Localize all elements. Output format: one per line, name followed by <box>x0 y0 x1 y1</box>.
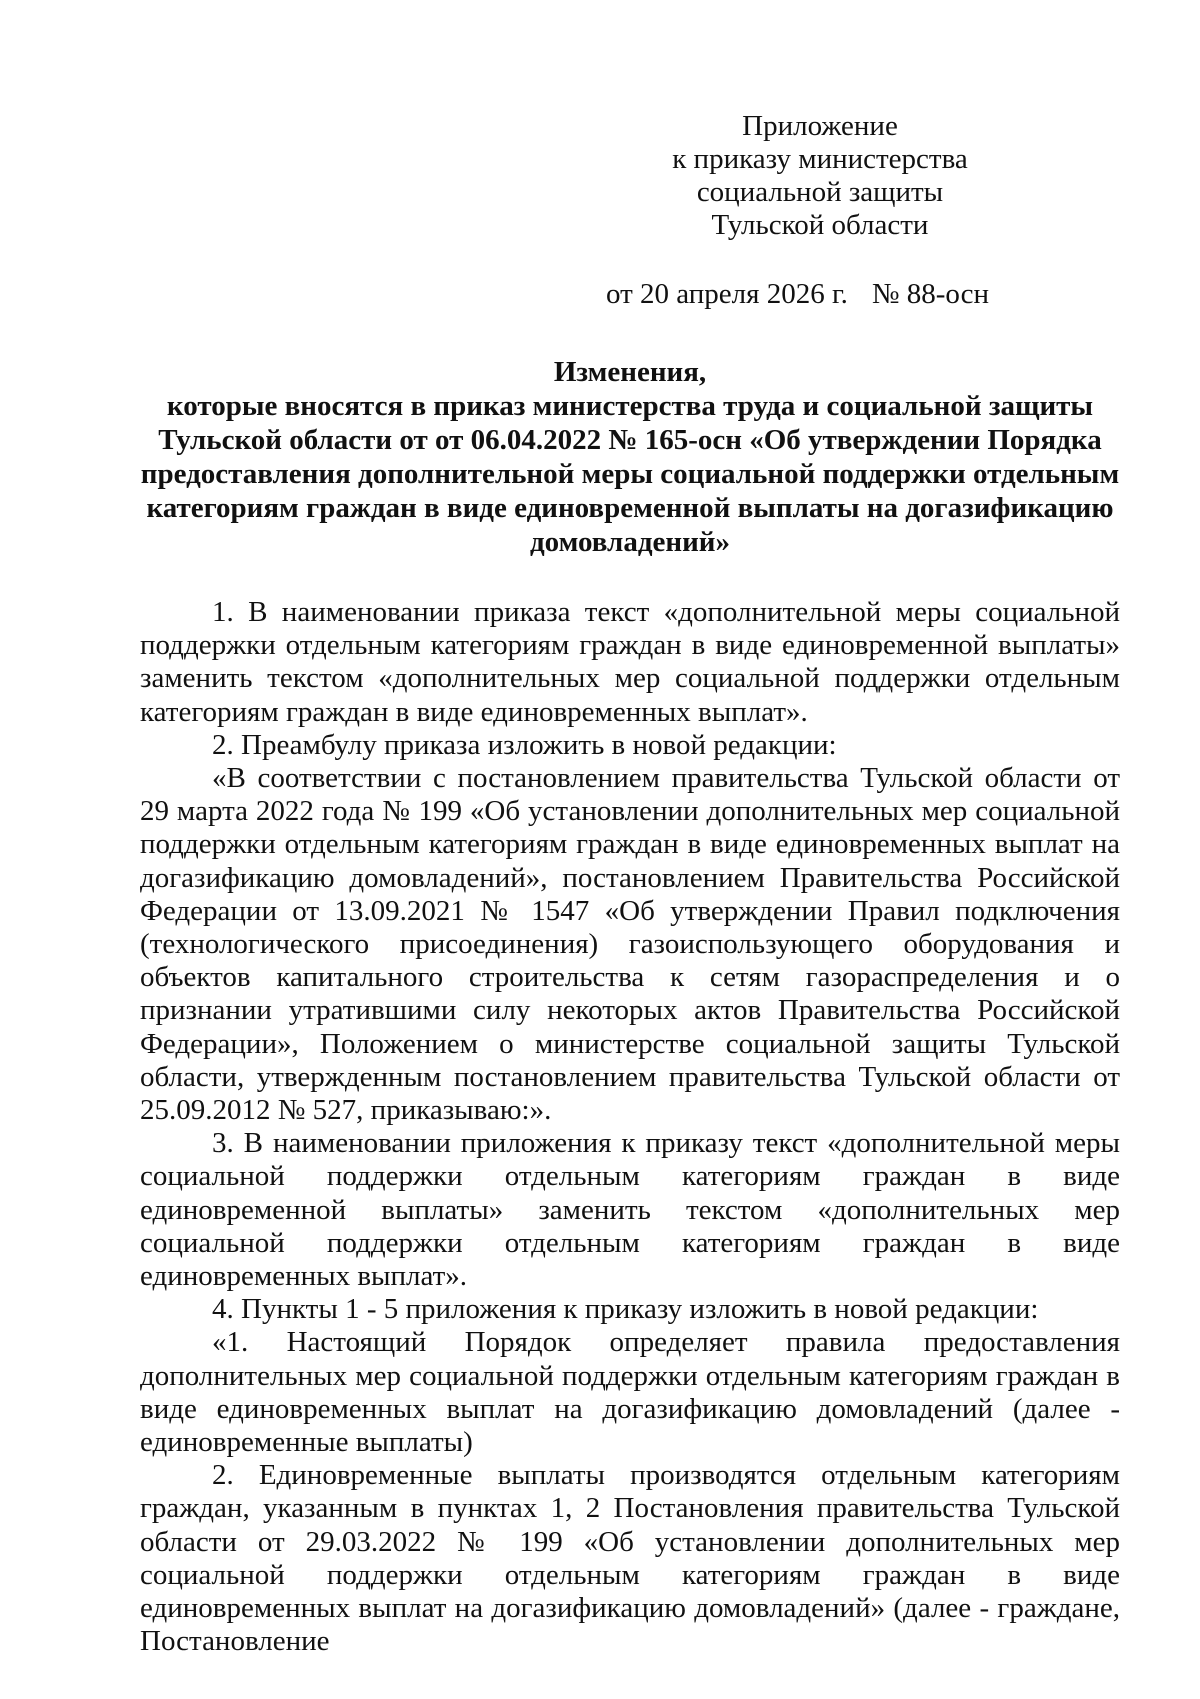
body-paragraph: 2. Единовременные выплаты производятся отдельным категориям граждан, указанным в пунктах 1, 2 Постановления правительства Тульской области от 29.03.2022 № 199 «Об установлении дополнительных мер социальной поддержки отдельным категориям граждан в виде единовременных выплат на догазификацию домовладений» (далее - граждане, Постановление <box>140 1459 1120 1658</box>
appendix-line: к приказу министерства <box>672 143 968 175</box>
appendix-line: социальной защиты <box>696 176 944 208</box>
appendix-line: Тульской области <box>711 209 929 241</box>
body-paragraph: «1. Настоящий Порядок определяет правила предоставления дополнительных мер социальной поддержки отдельным категориям граждан в виде единовременных выплат на догазификацию домовладений (далее - единовременные выплаты) <box>140 1326 1120 1459</box>
body-paragraph: 3. В наименовании приложения к приказу текст «дополнительной меры социальной поддержки отдельным категориям граждан в виде единовременной выплаты» заменить текстом «дополнительных мер социальной поддержки отдельным категориям граждан в виде единовременных выплат». <box>140 1127 1120 1293</box>
title-line: домовладений» <box>530 526 730 558</box>
order-number: № 88-осн <box>871 278 990 310</box>
order-reference <box>606 278 1026 311</box>
appendix-line: Приложение <box>742 110 898 142</box>
document-title <box>140 355 1120 559</box>
body-paragraph: «В соответствии с постановлением правительства Тульской области от 29 марта 2022 года № 199 «Об установлении дополнительных мер социальной поддержки отдельным категориям граждан в виде единовременных выплат на догазификацию домовладений», постановлением Правительства Российской Федерации от 13.09.2021 № 1547 «Об утверждении Правил подключения (технологического присоединения) газоиспользующего оборудования и объектов капитального строительства к сетям газораспределения и о признании утратившими силу некоторых актов Правительства Российской Федерации», Положением о министерстве социальной защиты Тульской области, утвержденным постановлением правительства Тульской области от 25.09.2012 № 527, приказываю:». <box>140 762 1120 1127</box>
title-line: Тульской области от от 06.04.2022 № 165-осн «Об утверждении Порядка <box>158 424 1102 456</box>
title-line: Изменения, <box>553 356 707 388</box>
order-date: от 20 апреля 2026 г. <box>606 278 848 310</box>
title-line: предоставления дополнительной меры социальной поддержки отдельным <box>140 458 1120 490</box>
title-line: категориям граждан в виде единовременной выплаты на догазификацию <box>146 492 1114 524</box>
body-paragraph: 4. Пункты 1 - 5 приложения к приказу изложить в новой редакции: <box>212 1293 1039 1326</box>
body-paragraph: 2. Преамбулу приказа изложить в новой редакции: <box>212 728 837 761</box>
document-body <box>140 596 1120 1659</box>
appendix-header <box>640 110 1000 242</box>
title-line: которые вносятся в приказ министерства труда и социальной защиты <box>166 390 1094 422</box>
body-paragraph: 1. В наименовании приказа текст «дополнительной меры социальной поддержки отдельным категориям граждан в виде единовременной выплаты» заменить текстом «дополнительных мер социальной поддержки отдельным категориям граждан в виде единовременных выплат». <box>140 596 1120 728</box>
